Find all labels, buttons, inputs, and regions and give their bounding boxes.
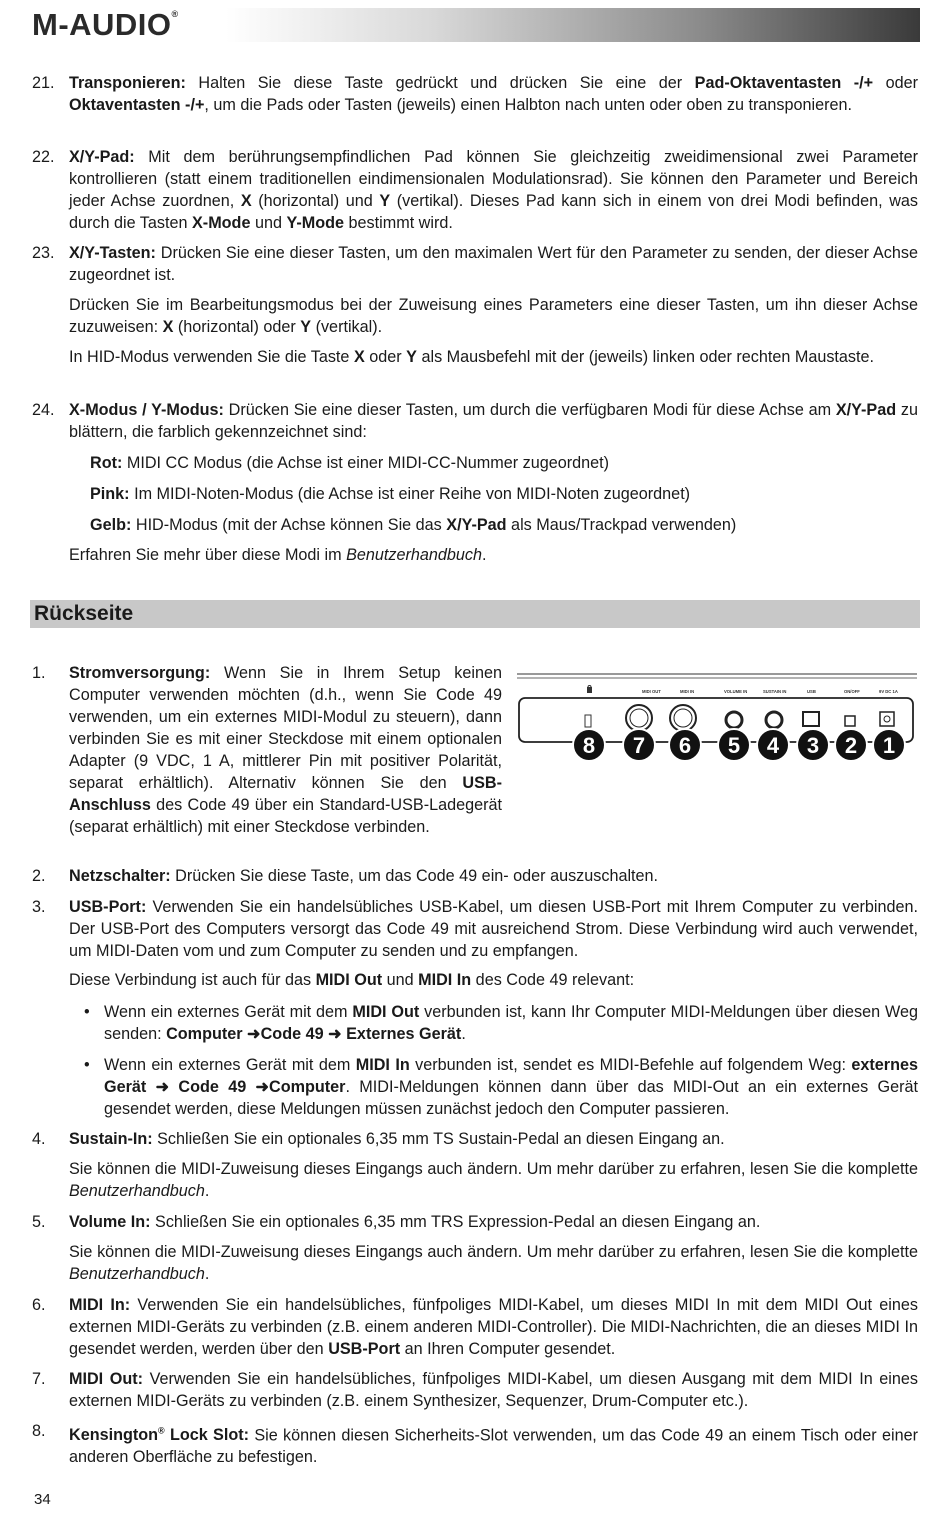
- callout-5: 5: [727, 733, 741, 758]
- port-label: ON/OFF: [844, 689, 860, 694]
- callout-2: 2: [844, 733, 858, 758]
- rear-item-7: 7. MIDI Out: Verwenden Sie ein handelsübliches, fünfpoliges MIDI-Kabel, um diesen Ausgang mit dem MIDI In eines externen MIDI-Geräts zu verbinden (z.B. einem Synthesizer, Sequenzer, Drum-Computer etc.).: [32, 1370, 918, 1410]
- rear-item-1: 1. Stromversorgung: Wenn Sie in Ihrem Setup keinen Computer verwenden möchten (d.h., wenn Sie Code 49 verwenden, um ein externes MIDI-Modul zu steuern), dann verbinden Sie es mit einer Steckdose mit einem optionalen Adapter (9 VDC, 1 A, mittlerer Pin mit positiver Polarität, separat erhältlich). Alternativ können Sie den USB-Anschluss des Code 49 über ein Standard-USB-Ladegerät (separat erhältlich) mit einer Steckdose verbinden.: [32, 664, 502, 836]
- rear-panel-diagram: [517, 672, 917, 772]
- rear-item-2: 2. Netzschalter: Drücken Sie diese Taste, um das Code 49 ein- oder auszuschalten.: [32, 867, 659, 885]
- mode-red: Rot: MIDI CC Modus (die Achse ist einer MIDI-CC-Nummer zugeordnet): [90, 454, 610, 472]
- callout-6: 6: [678, 733, 692, 758]
- mode-yellow: Gelb: HID-Modus (mit der Achse können Sie das X/Y-Pad als Maus/Trackpad verwenden): [90, 516, 737, 534]
- brand-logo: M-AUDIO®: [32, 7, 179, 42]
- rear-item-3: 3. USB-Port: Verwenden Sie ein handelsübliches USB-Kabel, um diesen USB-Port mit Ihrem Computer zu verbinden. Der USB-Port des Computers versorgt das Code 49 mit ausreichend Strom. Diese Verbindung wird auch verwendet, um MIDI-Daten vom und zum Computer zu senden und zu empfangen.: [32, 898, 918, 960]
- port-label: MIDI IN: [680, 689, 695, 694]
- port-label: 9V DC 1A: [879, 689, 898, 694]
- section-heading: Rückseite: [30, 600, 920, 628]
- paragraph: Sie können die MIDI-Zuweisung dieses Eingangs auch ändern. Um mehr darüber zu erfahren, lesen Sie die komplette Benutzerhandbuch.: [69, 1160, 918, 1200]
- port-label: SUSTAIN IN: [763, 689, 787, 694]
- list-item-22: 22. X/Y-Pad: Mit dem berührungsempfindlichen Pad können Sie gleichzeitig zweidimensional zwei Parameter kontrollieren (statt einem traditionellen eindimensionalen Modulationsrad). Sie können den Parameter und Bereich jeder Achse zuordnen, X (horizontal) und Y (vertikal). Dieses Pad kann sich in einem von drei Modi befinden, was durch die Tasten X-Mode und Y-Mode bestimmt wird.: [32, 148, 918, 232]
- lock-icon: [587, 686, 592, 694]
- sustain-in-jack: [766, 712, 782, 728]
- callout-3: 3: [806, 733, 820, 758]
- callout-4: 4: [766, 733, 780, 758]
- port-label: VOLUME IN: [724, 689, 748, 694]
- list-item-21: 21. Transponieren: Halten Sie diese Taste gedrückt und drücken Sie eine der Pad-Oktaventasten -/+ oder Oktaventasten -/+, um die Pads oder Tasten (jeweils) einen Halbton nach unten oder oben zu transponieren.: [32, 74, 918, 114]
- paragraph: Sie können die MIDI-Zuweisung dieses Eingangs auch ändern. Um mehr darüber zu erfahren, lesen Sie die komplette Benutzerhandbuch.: [69, 1243, 918, 1283]
- mode-pink: Pink: Im MIDI-Noten-Modus (die Achse ist einer Reihe von MIDI-Noten zugeordnet): [90, 485, 691, 503]
- rear-item-8: 8. Kensington® Lock Slot: Sie können diesen Sicherheits-Slot verwenden, um das Code 49 an einem Tisch oder einer anderen Oberfläche zu befestigen.: [32, 1422, 918, 1467]
- bullet-item: Wenn ein externes Gerät mit dem MIDI Out verbunden ist, kann Ihr Computer MIDI-Meldungen über diesen Weg senden: Computer ➜Code 49 ➜ Externes Gerät.: [104, 1003, 918, 1043]
- rear-item-4: 4. Sustain-In: Schließen Sie ein optionales 6,35 mm TS Sustain-Pedal an diesen Eingang an.: [32, 1130, 725, 1148]
- rear-item-6: 6. MIDI In: Verwenden Sie ein handelsübliches, fünfpoliges MIDI-Kabel, um dieses MIDI In mit dem MIDI Out eines externen MIDI-Geräts zu verbinden (z.B. einem anderen MIDI-Controller). Die MIDI-Nachrichten, die an dieses MIDI In gesendet werden, werden über den USB-Port an Ihren Computer gesendet.: [32, 1296, 918, 1358]
- dc-in-port: [880, 712, 894, 726]
- bullet-icon: •: [84, 1003, 90, 1021]
- volume-in-jack: [726, 712, 742, 728]
- rear-item-5: 5. Volume In: Schließen Sie ein optionales 6,35 mm TRS Expression-Pedal an diesen Eingang an.: [32, 1213, 761, 1231]
- list-item-23: 23. X/Y-Tasten: Drücken Sie eine dieser Tasten, um den maximalen Wert für den Parameter zu senden, der dieser Achse zugeordnet ist.: [32, 244, 918, 284]
- callout-7: 7: [632, 733, 646, 758]
- bullet-item: Wenn ein externes Gerät mit dem MIDI In verbunden ist, sendet es MIDI-Befehle auf folgendem Weg: externes Gerät ➜ Code 49 ➜Computer. MIDI-Meldungen können dann über das MIDI-Out an ein externes Gerät gesendet werden, diese Meldungen müssen zunächst jedoch den Computer passieren.: [104, 1056, 919, 1118]
- paragraph: Erfahren Sie mehr über diese Modi im Benutzerhandbuch.: [69, 546, 487, 564]
- bullet-icon: •: [84, 1056, 90, 1074]
- paragraph: Diese Verbindung ist auch für das MIDI Out und MIDI In des Code 49 relevant:: [69, 971, 635, 989]
- power-switch: [845, 716, 855, 726]
- port-label: MIDI OUT: [642, 689, 661, 694]
- page-number: 34: [34, 1491, 51, 1508]
- paragraph: Drücken Sie im Bearbeitungsmodus bei der Zuweisung eines Parameters eine dieser Tasten, um ihn dieser Achse zuzuweisen: X (horizontal) oder Y (vertikal).: [69, 296, 918, 336]
- port-label: USB: [807, 689, 816, 694]
- callout-8: 8: [582, 733, 596, 758]
- paragraph: In HID-Modus verwenden Sie die Taste X oder Y als Mausbefehl mit der (jeweils) linken oder rechten Maustaste.: [69, 348, 875, 366]
- callout-1: 1: [882, 733, 896, 758]
- usb-port: [803, 712, 819, 726]
- list-item-24: 24. X-Modus / Y-Modus: Drücken Sie eine dieser Tasten, um durch die verfügbaren Modi für diese Achse am X/Y-Pad zu blättern, die farblich gekennzeichnet sind:: [32, 401, 918, 441]
